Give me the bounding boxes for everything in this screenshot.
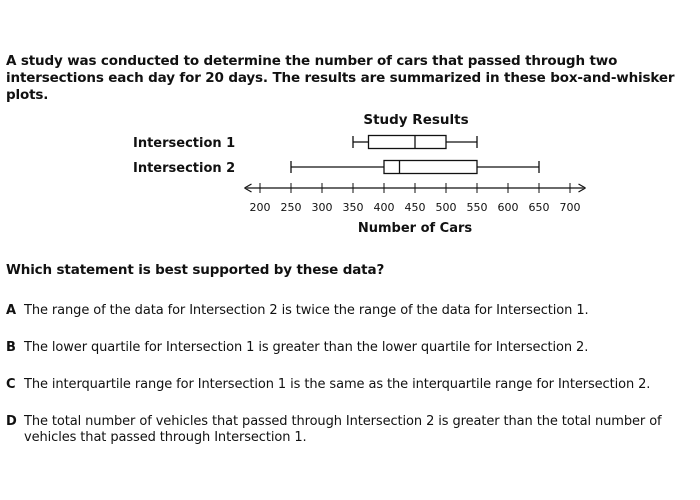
box-plot-chart <box>0 100 700 245</box>
series-label-intersection-2: Intersection 2 <box>133 161 236 176</box>
tick-label-500: 500 <box>435 201 457 214</box>
choice-text: The range of the data for Intersection 2 is twice the range of the data for Intersection 1. <box>24 303 589 318</box>
answer-choice-b[interactable] <box>6 340 686 356</box>
box-plot-2 <box>291 161 539 174</box>
tick-label-700: 700 <box>559 201 581 214</box>
choice-letter: D <box>6 414 17 429</box>
choice-text: The interquartile range for Intersection 1 is the same as the interquartile range for Intersection 2. <box>24 377 651 392</box>
tick-label-400: 400 <box>373 201 395 214</box>
quartile-box <box>369 136 447 149</box>
tick-label-550: 550 <box>466 201 488 214</box>
tick-label-300: 300 <box>311 201 333 214</box>
answer-choice-a[interactable] <box>6 303 686 319</box>
quartile-box <box>384 161 477 174</box>
x-axis-label: Number of Cars <box>357 221 473 236</box>
intro-text: A study was conducted to determine the number of cars that passed through two intersections each day for 20 days. The results are summarized in these box-and-whisker plots. <box>6 53 675 103</box>
question-prompt: Which statement is best supported by these data? <box>6 262 385 278</box>
tick-label-450: 450 <box>404 201 426 214</box>
series-label-intersection-1: Intersection 1 <box>133 136 236 151</box>
tick-label-650: 650 <box>528 201 550 214</box>
chart-title: Study Results <box>363 112 469 128</box>
choice-text: The total number of vehicles that passed through Intersection 2 is greater than the total number of vehicles that passed through Intersection 1. <box>24 414 662 445</box>
box-plot-1 <box>353 136 477 149</box>
tick-label-350: 350 <box>342 201 364 214</box>
choice-text: The lower quartile for Intersection 1 is greater than the lower quartile for Intersection 2. <box>24 340 589 355</box>
choice-letter: B <box>6 340 16 355</box>
tick-label-600: 600 <box>497 201 519 214</box>
choice-letter: C <box>6 377 16 392</box>
tick-label-200: 200 <box>249 201 271 214</box>
answer-choice-d[interactable] <box>6 414 686 446</box>
tick-label-250: 250 <box>280 201 302 214</box>
choice-letter: A <box>6 303 16 318</box>
answer-choice-c[interactable] <box>6 377 686 393</box>
